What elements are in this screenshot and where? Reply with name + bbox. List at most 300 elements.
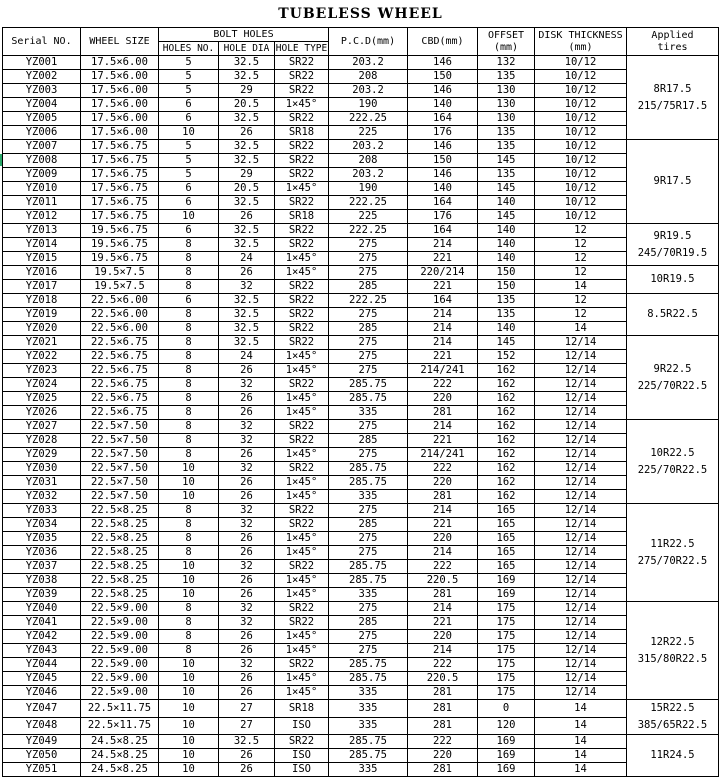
cell-wheel-size[interactable]: 22.5×8.25: [81, 546, 159, 560]
cell-hole-dia[interactable]: 32: [219, 602, 275, 616]
cell-serial[interactable]: YZ007: [3, 140, 81, 154]
cell-cbd[interactable]: 222: [408, 735, 478, 749]
cell-offset[interactable]: 150: [478, 280, 535, 294]
cell-pcd[interactable]: 275: [329, 546, 408, 560]
cell-serial[interactable]: YZ026: [3, 406, 81, 420]
cell-hole-dia[interactable]: 20.5: [219, 182, 275, 196]
cell-cbd[interactable]: 214: [408, 504, 478, 518]
cell-disk-thickness[interactable]: 12: [535, 252, 627, 266]
cell-serial[interactable]: YZ038: [3, 574, 81, 588]
cell-serial[interactable]: YZ008: [3, 154, 81, 168]
cell-holes-no[interactable]: 6: [159, 112, 219, 126]
cell-hole-dia[interactable]: 32.5: [219, 56, 275, 70]
cell-wheel-size[interactable]: 19.5×6.75: [81, 224, 159, 238]
cell-hole-dia[interactable]: 29: [219, 168, 275, 182]
cell-pcd[interactable]: 285.75: [329, 560, 408, 574]
cell-offset[interactable]: 175: [478, 630, 535, 644]
cell-serial[interactable]: YZ016: [3, 266, 81, 280]
cell-holes-no[interactable]: 10: [159, 763, 219, 777]
cell-offset[interactable]: 150: [478, 266, 535, 280]
cell-holes-no[interactable]: 8: [159, 644, 219, 658]
cell-applied-tires[interactable]: [627, 504, 719, 602]
cell-serial[interactable]: YZ027: [3, 420, 81, 434]
cell-holes-no[interactable]: 10: [159, 462, 219, 476]
cell-applied-tires[interactable]: [627, 336, 719, 420]
cell-offset[interactable]: 175: [478, 602, 535, 616]
cell-hole-dia[interactable]: 26: [219, 574, 275, 588]
cell-hole-dia[interactable]: 26: [219, 210, 275, 224]
cell-hole-dia[interactable]: 26: [219, 476, 275, 490]
cell-pcd[interactable]: 203.2: [329, 56, 408, 70]
cell-disk-thickness[interactable]: 12: [535, 224, 627, 238]
cell-hole-type[interactable]: SR18: [275, 210, 329, 224]
cell-serial[interactable]: YZ040: [3, 602, 81, 616]
cell-hole-dia[interactable]: 27: [219, 717, 275, 735]
cell-hole-type[interactable]: SR22: [275, 224, 329, 238]
cell-disk-thickness[interactable]: 10/12: [535, 70, 627, 84]
cell-offset[interactable]: 135: [478, 140, 535, 154]
cell-cbd[interactable]: 220: [408, 392, 478, 406]
cell-offset[interactable]: 162: [478, 420, 535, 434]
cell-hole-dia[interactable]: 32.5: [219, 196, 275, 210]
cell-offset[interactable]: 140: [478, 238, 535, 252]
cell-hole-dia[interactable]: 32.5: [219, 140, 275, 154]
cell-disk-thickness[interactable]: 14: [535, 735, 627, 749]
cell-disk-thickness[interactable]: 10/12: [535, 126, 627, 140]
cell-holes-no[interactable]: 8: [159, 350, 219, 364]
cell-pcd[interactable]: 335: [329, 406, 408, 420]
cell-wheel-size[interactable]: 17.5×6.00: [81, 98, 159, 112]
cell-pcd[interactable]: 190: [329, 182, 408, 196]
cell-cbd[interactable]: 164: [408, 196, 478, 210]
cell-wheel-size[interactable]: 17.5×6.00: [81, 126, 159, 140]
cell-disk-thickness[interactable]: 10/12: [535, 140, 627, 154]
cell-hole-type[interactable]: SR22: [275, 336, 329, 350]
cell-wheel-size[interactable]: 22.5×6.75: [81, 364, 159, 378]
cell-disk-thickness[interactable]: 10/12: [535, 154, 627, 168]
cell-serial[interactable]: YZ036: [3, 546, 81, 560]
cell-pcd[interactable]: 275: [329, 644, 408, 658]
cell-hole-dia[interactable]: 32: [219, 378, 275, 392]
cell-cbd[interactable]: 164: [408, 294, 478, 308]
cell-disk-thickness[interactable]: 12/14: [535, 532, 627, 546]
cell-hole-type[interactable]: 1×45°: [275, 686, 329, 700]
cell-offset[interactable]: 162: [478, 462, 535, 476]
cell-cbd[interactable]: 281: [408, 700, 478, 718]
cell-serial[interactable]: YZ031: [3, 476, 81, 490]
cell-hole-dia[interactable]: 32.5: [219, 735, 275, 749]
cell-serial[interactable]: YZ033: [3, 504, 81, 518]
cell-hole-dia[interactable]: 32: [219, 616, 275, 630]
cell-hole-type[interactable]: 1×45°: [275, 392, 329, 406]
cell-offset[interactable]: 162: [478, 476, 535, 490]
cell-hole-type[interactable]: SR22: [275, 112, 329, 126]
cell-holes-no[interactable]: 8: [159, 392, 219, 406]
cell-serial[interactable]: YZ009: [3, 168, 81, 182]
cell-hole-type[interactable]: 1×45°: [275, 98, 329, 112]
cell-offset[interactable]: 135: [478, 126, 535, 140]
cell-hole-dia[interactable]: 32.5: [219, 70, 275, 84]
cell-holes-no[interactable]: 8: [159, 448, 219, 462]
cell-cbd[interactable]: 222: [408, 462, 478, 476]
cell-serial[interactable]: YZ019: [3, 308, 81, 322]
cell-holes-no[interactable]: 5: [159, 154, 219, 168]
cell-cbd[interactable]: 176: [408, 126, 478, 140]
cell-hole-type[interactable]: SR22: [275, 70, 329, 84]
cell-disk-thickness[interactable]: 10/12: [535, 98, 627, 112]
cell-disk-thickness[interactable]: 12/14: [535, 644, 627, 658]
cell-disk-thickness[interactable]: 14: [535, 700, 627, 718]
header-bolt-holes[interactable]: BOLT HOLES: [159, 28, 329, 42]
cell-disk-thickness[interactable]: 12: [535, 238, 627, 252]
cell-hole-dia[interactable]: 32.5: [219, 294, 275, 308]
cell-cbd[interactable]: 214: [408, 602, 478, 616]
cell-wheel-size[interactable]: 22.5×8.25: [81, 518, 159, 532]
cell-cbd[interactable]: 146: [408, 168, 478, 182]
cell-pcd[interactable]: 285.75: [329, 378, 408, 392]
cell-pcd[interactable]: 203.2: [329, 84, 408, 98]
cell-cbd[interactable]: 214: [408, 546, 478, 560]
cell-wheel-size[interactable]: 22.5×9.00: [81, 686, 159, 700]
cell-serial[interactable]: YZ025: [3, 392, 81, 406]
cell-hole-type[interactable]: 1×45°: [275, 406, 329, 420]
cell-cbd[interactable]: 140: [408, 98, 478, 112]
cell-serial[interactable]: YZ037: [3, 560, 81, 574]
cell-serial[interactable]: YZ042: [3, 630, 81, 644]
cell-serial[interactable]: YZ015: [3, 252, 81, 266]
cell-offset[interactable]: 169: [478, 588, 535, 602]
cell-disk-thickness[interactable]: 12/14: [535, 504, 627, 518]
cell-hole-dia[interactable]: 24: [219, 252, 275, 266]
cell-holes-no[interactable]: 8: [159, 322, 219, 336]
cell-serial[interactable]: YZ002: [3, 70, 81, 84]
cell-wheel-size[interactable]: 22.5×9.00: [81, 672, 159, 686]
cell-hole-dia[interactable]: 32: [219, 280, 275, 294]
cell-holes-no[interactable]: 8: [159, 280, 219, 294]
cell-pcd[interactable]: 208: [329, 154, 408, 168]
header-hole-type[interactable]: HOLE TYPE: [275, 43, 328, 54]
cell-wheel-size[interactable]: 22.5×9.00: [81, 602, 159, 616]
cell-wheel-size[interactable]: 19.5×7.5: [81, 280, 159, 294]
cell-serial[interactable]: YZ012: [3, 210, 81, 224]
cell-offset[interactable]: 135: [478, 308, 535, 322]
cell-wheel-size[interactable]: 24.5×8.25: [81, 749, 159, 763]
cell-disk-thickness[interactable]: 12: [535, 266, 627, 280]
cell-wheel-size[interactable]: 22.5×9.00: [81, 644, 159, 658]
cell-cbd[interactable]: 222: [408, 658, 478, 672]
cell-wheel-size[interactable]: 17.5×6.75: [81, 196, 159, 210]
cell-holes-no[interactable]: 8: [159, 364, 219, 378]
cell-cbd[interactable]: 221: [408, 518, 478, 532]
cell-cbd[interactable]: 281: [408, 490, 478, 504]
cell-pcd[interactable]: 190: [329, 98, 408, 112]
cell-holes-no[interactable]: 8: [159, 518, 219, 532]
cell-pcd[interactable]: 335: [329, 686, 408, 700]
cell-disk-thickness[interactable]: 10/12: [535, 210, 627, 224]
cell-hole-dia[interactable]: 26: [219, 406, 275, 420]
cell-cbd[interactable]: 221: [408, 434, 478, 448]
cell-serial[interactable]: YZ006: [3, 126, 81, 140]
cell-hole-dia[interactable]: 26: [219, 763, 275, 777]
cell-cbd[interactable]: 164: [408, 112, 478, 126]
cell-holes-no[interactable]: 5: [159, 70, 219, 84]
cell-disk-thickness[interactable]: 12/14: [535, 378, 627, 392]
cell-offset[interactable]: 145: [478, 182, 535, 196]
cell-wheel-size[interactable]: 17.5×6.75: [81, 182, 159, 196]
sheet-title[interactable]: TUBELESS WHEEL: [3, 2, 719, 28]
cell-disk-thickness[interactable]: 12/14: [535, 686, 627, 700]
cell-pcd[interactable]: 335: [329, 717, 408, 735]
cell-disk-thickness[interactable]: 14: [535, 763, 627, 777]
cell-offset[interactable]: 120: [478, 717, 535, 735]
cell-offset[interactable]: 130: [478, 112, 535, 126]
cell-wheel-size[interactable]: 22.5×7.50: [81, 476, 159, 490]
cell-offset[interactable]: 140: [478, 322, 535, 336]
cell-offset[interactable]: 135: [478, 294, 535, 308]
cell-offset[interactable]: 165: [478, 546, 535, 560]
cell-wheel-size[interactable]: 17.5×6.75: [81, 154, 159, 168]
cell-holes-no[interactable]: 10: [159, 490, 219, 504]
cell-hole-type[interactable]: 1×45°: [275, 644, 329, 658]
cell-disk-thickness[interactable]: 12/14: [535, 602, 627, 616]
cell-wheel-size[interactable]: 24.5×8.25: [81, 735, 159, 749]
cell-applied-tires[interactable]: [627, 420, 719, 504]
cell-disk-thickness[interactable]: 14: [535, 280, 627, 294]
cell-hole-type[interactable]: SR22: [275, 56, 329, 70]
cell-pcd[interactable]: 225: [329, 126, 408, 140]
cell-pcd[interactable]: 275: [329, 308, 408, 322]
cell-pcd[interactable]: 203.2: [329, 168, 408, 182]
cell-holes-no[interactable]: 5: [159, 140, 219, 154]
cell-cbd[interactable]: 222: [408, 560, 478, 574]
cell-wheel-size[interactable]: 22.5×8.25: [81, 504, 159, 518]
cell-serial[interactable]: YZ017: [3, 280, 81, 294]
cell-holes-no[interactable]: 8: [159, 238, 219, 252]
cell-wheel-size[interactable]: 17.5×6.75: [81, 140, 159, 154]
cell-pcd[interactable]: 285: [329, 616, 408, 630]
cell-hole-dia[interactable]: 32: [219, 434, 275, 448]
cell-offset[interactable]: 145: [478, 210, 535, 224]
cell-disk-thickness[interactable]: 14: [535, 322, 627, 336]
cell-cbd[interactable]: 220/214: [408, 266, 478, 280]
cell-disk-thickness[interactable]: 12/14: [535, 336, 627, 350]
cell-hole-type[interactable]: SR22: [275, 504, 329, 518]
cell-pcd[interactable]: 335: [329, 588, 408, 602]
cell-offset[interactable]: 162: [478, 406, 535, 420]
cell-pcd[interactable]: 285: [329, 322, 408, 336]
cell-cbd[interactable]: 146: [408, 140, 478, 154]
cell-serial[interactable]: YZ014: [3, 238, 81, 252]
cell-pcd[interactable]: 222.25: [329, 112, 408, 126]
cell-pcd[interactable]: 222.25: [329, 294, 408, 308]
cell-hole-type[interactable]: SR22: [275, 154, 329, 168]
cell-hole-type[interactable]: 1×45°: [275, 182, 329, 196]
cell-pcd[interactable]: 285.75: [329, 476, 408, 490]
cell-holes-no[interactable]: 5: [159, 84, 219, 98]
cell-serial[interactable]: YZ013: [3, 224, 81, 238]
cell-hole-dia[interactable]: 32: [219, 504, 275, 518]
cell-serial[interactable]: YZ004: [3, 98, 81, 112]
cell-hole-type[interactable]: SR22: [275, 420, 329, 434]
cell-cbd[interactable]: 281: [408, 686, 478, 700]
cell-hole-type[interactable]: SR22: [275, 280, 329, 294]
cell-holes-no[interactable]: 10: [159, 560, 219, 574]
cell-hole-dia[interactable]: 26: [219, 749, 275, 763]
cell-offset[interactable]: 145: [478, 154, 535, 168]
cell-applied-tires[interactable]: [627, 266, 719, 294]
cell-serial[interactable]: YZ018: [3, 294, 81, 308]
cell-hole-dia[interactable]: 32.5: [219, 112, 275, 126]
header-disk-thickness[interactable]: [535, 28, 627, 56]
cell-hole-dia[interactable]: 27: [219, 700, 275, 718]
cell-wheel-size[interactable]: 22.5×6.00: [81, 294, 159, 308]
cell-hole-dia[interactable]: 32: [219, 518, 275, 532]
cell-hole-type[interactable]: ISO: [275, 749, 329, 763]
cell-hole-dia[interactable]: 26: [219, 448, 275, 462]
cell-disk-thickness[interactable]: 12/14: [535, 658, 627, 672]
cell-disk-thickness[interactable]: 12/14: [535, 434, 627, 448]
cell-disk-thickness[interactable]: 12/14: [535, 476, 627, 490]
cell-disk-thickness[interactable]: 12/14: [535, 350, 627, 364]
cell-cbd[interactable]: 214: [408, 238, 478, 252]
cell-holes-no[interactable]: 8: [159, 252, 219, 266]
cell-pcd[interactable]: 285.75: [329, 462, 408, 476]
cell-applied-tires[interactable]: [627, 56, 719, 140]
cell-wheel-size[interactable]: 17.5×6.00: [81, 56, 159, 70]
cell-holes-no[interactable]: 5: [159, 56, 219, 70]
cell-hole-type[interactable]: SR22: [275, 462, 329, 476]
cell-cbd[interactable]: 214: [408, 336, 478, 350]
cell-hole-type[interactable]: 1×45°: [275, 266, 329, 280]
cell-disk-thickness[interactable]: 10/12: [535, 196, 627, 210]
cell-offset[interactable]: 152: [478, 350, 535, 364]
cell-hole-dia[interactable]: 32.5: [219, 238, 275, 252]
cell-disk-thickness[interactable]: 12/14: [535, 518, 627, 532]
cell-holes-no[interactable]: 10: [159, 210, 219, 224]
cell-holes-no[interactable]: 10: [159, 717, 219, 735]
cell-hole-dia[interactable]: 32: [219, 420, 275, 434]
cell-disk-thickness[interactable]: 12/14: [535, 560, 627, 574]
cell-wheel-size[interactable]: 22.5×6.00: [81, 308, 159, 322]
cell-hole-dia[interactable]: 32.5: [219, 308, 275, 322]
cell-disk-thickness[interactable]: 12/14: [535, 630, 627, 644]
cell-hole-dia[interactable]: 26: [219, 546, 275, 560]
cell-hole-dia[interactable]: 26: [219, 364, 275, 378]
cell-cbd[interactable]: 220: [408, 749, 478, 763]
cell-wheel-size[interactable]: 19.5×6.75: [81, 252, 159, 266]
cell-cbd[interactable]: 220.5: [408, 574, 478, 588]
cell-cbd[interactable]: 222: [408, 378, 478, 392]
cell-disk-thickness[interactable]: 12/14: [535, 574, 627, 588]
cell-holes-no[interactable]: 10: [159, 126, 219, 140]
cell-offset[interactable]: 162: [478, 364, 535, 378]
cell-cbd[interactable]: 214: [408, 308, 478, 322]
cell-pcd[interactable]: 275: [329, 336, 408, 350]
cell-hole-type[interactable]: SR18: [275, 700, 329, 718]
cell-pcd[interactable]: 335: [329, 490, 408, 504]
cell-disk-thickness[interactable]: 12/14: [535, 406, 627, 420]
cell-hole-type[interactable]: SR22: [275, 84, 329, 98]
cell-hole-type[interactable]: ISO: [275, 763, 329, 777]
cell-wheel-size[interactable]: 19.5×7.5: [81, 266, 159, 280]
cell-hole-dia[interactable]: 32: [219, 658, 275, 672]
cell-hole-dia[interactable]: 26: [219, 490, 275, 504]
cell-cbd[interactable]: 281: [408, 588, 478, 602]
cell-wheel-size[interactable]: 22.5×8.25: [81, 574, 159, 588]
cell-hole-type[interactable]: SR22: [275, 294, 329, 308]
cell-holes-no[interactable]: 6: [159, 182, 219, 196]
cell-offset[interactable]: 135: [478, 70, 535, 84]
cell-pcd[interactable]: 203.2: [329, 140, 408, 154]
cell-wheel-size[interactable]: 17.5×6.00: [81, 112, 159, 126]
cell-hole-dia[interactable]: 29: [219, 84, 275, 98]
cell-serial[interactable]: YZ022: [3, 350, 81, 364]
cell-pcd[interactable]: 285.75: [329, 672, 408, 686]
cell-cbd[interactable]: 214/241: [408, 364, 478, 378]
cell-applied-tires[interactable]: [627, 294, 719, 336]
cell-cbd[interactable]: 176: [408, 210, 478, 224]
cell-pcd[interactable]: 275: [329, 602, 408, 616]
cell-disk-thickness[interactable]: 12/14: [535, 420, 627, 434]
cell-serial[interactable]: YZ003: [3, 84, 81, 98]
cell-pcd[interactable]: 275: [329, 266, 408, 280]
cell-serial[interactable]: YZ049: [3, 735, 81, 749]
cell-hole-type[interactable]: 1×45°: [275, 448, 329, 462]
cell-serial[interactable]: YZ023: [3, 364, 81, 378]
cell-disk-thickness[interactable]: 12: [535, 308, 627, 322]
cell-wheel-size[interactable]: 22.5×6.75: [81, 378, 159, 392]
cell-hole-dia[interactable]: 26: [219, 686, 275, 700]
cell-pcd[interactable]: 225: [329, 210, 408, 224]
cell-pcd[interactable]: 275: [329, 364, 408, 378]
cell-serial[interactable]: YZ046: [3, 686, 81, 700]
cell-hole-dia[interactable]: 26: [219, 644, 275, 658]
cell-holes-no[interactable]: 8: [159, 532, 219, 546]
cell-offset[interactable]: 140: [478, 224, 535, 238]
cell-hole-type[interactable]: SR22: [275, 658, 329, 672]
cell-serial[interactable]: YZ011: [3, 196, 81, 210]
cell-cbd[interactable]: 150: [408, 154, 478, 168]
cell-pcd[interactable]: 275: [329, 448, 408, 462]
cell-wheel-size[interactable]: 22.5×6.75: [81, 336, 159, 350]
cell-holes-no[interactable]: 10: [159, 476, 219, 490]
header-applied-tires[interactable]: [627, 28, 719, 56]
cell-hole-type[interactable]: SR22: [275, 322, 329, 336]
cell-hole-dia[interactable]: 32: [219, 560, 275, 574]
cell-hole-dia[interactable]: 26: [219, 392, 275, 406]
cell-wheel-size[interactable]: 22.5×7.50: [81, 490, 159, 504]
cell-wheel-size[interactable]: 22.5×7.50: [81, 448, 159, 462]
cell-wheel-size[interactable]: 22.5×6.75: [81, 350, 159, 364]
cell-hole-type[interactable]: SR22: [275, 434, 329, 448]
cell-holes-no[interactable]: 10: [159, 700, 219, 718]
cell-holes-no[interactable]: 8: [159, 630, 219, 644]
cell-hole-type[interactable]: ISO: [275, 717, 329, 735]
cell-pcd[interactable]: 285.75: [329, 574, 408, 588]
cell-serial[interactable]: YZ050: [3, 749, 81, 763]
cell-hole-dia[interactable]: 26: [219, 672, 275, 686]
cell-disk-thickness[interactable]: 10/12: [535, 182, 627, 196]
cell-applied-tires[interactable]: [627, 224, 719, 266]
cell-offset[interactable]: 130: [478, 98, 535, 112]
cell-cbd[interactable]: 281: [408, 717, 478, 735]
cell-hole-type[interactable]: SR22: [275, 168, 329, 182]
cell-disk-thickness[interactable]: 12/14: [535, 490, 627, 504]
cell-wheel-size[interactable]: 17.5×6.75: [81, 210, 159, 224]
cell-holes-no[interactable]: 8: [159, 504, 219, 518]
cell-serial[interactable]: YZ021: [3, 336, 81, 350]
cell-wheel-size[interactable]: 22.5×7.50: [81, 434, 159, 448]
